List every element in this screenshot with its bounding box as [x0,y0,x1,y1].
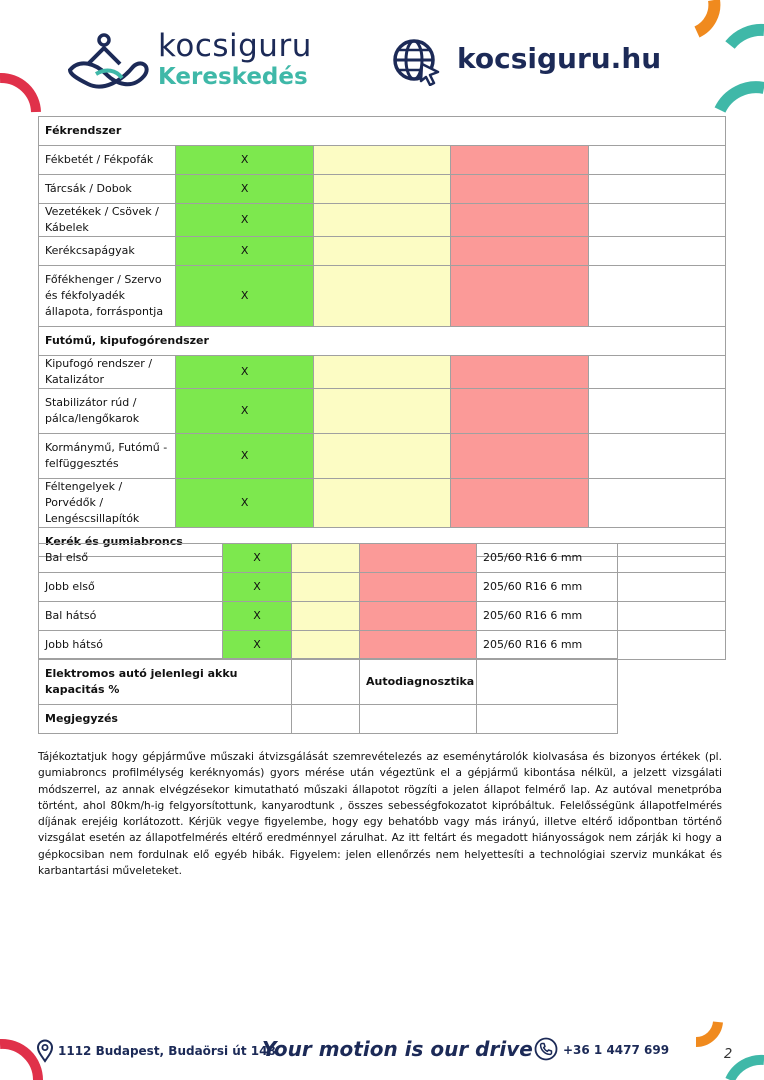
tyre-spec: 205/60 R16 6 mm [477,631,618,660]
battery-capacity-value [292,659,360,705]
row-label: Kormánymű, Futómű - felfüggesztés [39,434,176,479]
ok-mark: X [223,602,292,631]
ok-mark: X [223,631,292,660]
fault-cell [360,573,477,602]
footer-address: 1112 Budapest, Budaörsi út 148. [58,1044,281,1058]
fault-cell [451,146,588,175]
globe-cursor-icon [392,38,442,86]
ok-mark: X [176,479,313,528]
brand-name: kocsiguru [158,28,312,64]
section-row-brakes [39,117,726,146]
fault-cell [451,175,588,204]
row-label: Kerékcsapágyak [39,237,176,266]
warning-cell [313,204,450,237]
inspection-table [38,116,726,557]
note-cell [588,237,725,266]
table-row [39,146,726,175]
table-row [39,705,618,734]
battery-capacity-label: Elektromos autó jelenlegi akku kapacitás % [39,659,292,705]
warning-cell [313,389,450,434]
warning-cell [313,266,450,327]
fault-cell [360,544,477,573]
autodiagnostics-label: Autodiagnosztika [360,659,477,705]
fault-cell [451,356,588,389]
table-row [39,479,726,528]
notes-cell [477,705,618,734]
footer-slogan: Your motion is our drive [262,1037,533,1061]
warning-cell [313,434,450,479]
table-row [39,602,726,631]
row-label: Stabilizátor rúd / pálca/lengőkarok [39,389,176,434]
ok-mark: X [176,356,313,389]
table-row [39,204,726,237]
ok-mark: X [176,266,313,327]
table-row [39,434,726,479]
table-row [39,659,618,705]
table-row [39,631,726,660]
decorative-corner-top-right [680,0,764,115]
summary-table [38,658,618,734]
ok-mark: X [176,389,313,434]
notes-cell [360,705,477,734]
ok-mark: X [223,573,292,602]
fault-cell [451,237,588,266]
note-cell [588,146,725,175]
ok-mark: X [176,175,313,204]
notes-cell [292,705,360,734]
table-row [39,237,726,266]
row-label: Bal első [39,544,223,573]
warning-cell [292,602,360,631]
ok-mark: X [223,544,292,573]
fault-cell [360,631,477,660]
tyre-spec: 205/60 R16 6 mm [477,544,618,573]
section-row-chassis [39,327,726,356]
warning-cell [313,237,450,266]
tyre-table [38,543,726,660]
tyre-spec: 205/60 R16 6 mm [477,573,618,602]
note-cell [588,356,725,389]
fault-cell [451,389,588,434]
phone-icon [534,1037,558,1061]
brand-subtitle: Kereskedés [158,64,308,90]
decorative-corner-top-left [0,70,45,115]
section-title-tyres: Kerék és gumiabroncs [39,528,726,557]
ok-mark: X [176,434,313,479]
section-title-chassis: Futómű, kipufogórendszer [39,327,726,356]
note-cell [588,204,725,237]
table-row [39,389,726,434]
warning-cell [292,544,360,573]
warning-cell [313,356,450,389]
autodiagnostics-value [477,659,618,705]
tyre-spec: 205/60 R16 6 mm [477,602,618,631]
row-label: Jobb hátsó [39,631,223,660]
location-pin-icon [36,1039,54,1063]
note-cell [618,544,726,573]
table-row [39,573,726,602]
fault-cell [451,266,588,327]
note-cell [618,631,726,660]
table-row [39,266,726,327]
table-row [39,175,726,204]
row-label: Kipufogó rendszer / Katalizátor [39,356,176,389]
fault-cell [451,434,588,479]
section-title-brakes: Fékrendszer [39,117,726,146]
table-row [39,356,726,389]
fault-cell [360,602,477,631]
row-label: Vezetékek / Csövek / Kábelek [39,204,176,237]
row-label: Féltengelyek / Porvédők / Lengéscsillapítók [39,479,176,528]
note-cell [588,479,725,528]
fault-cell [451,479,588,528]
notes-label: Megjegyzés [39,705,292,734]
page-number: 2 [724,1047,733,1062]
warning-cell [292,573,360,602]
note-cell [588,434,725,479]
kocsiguru-logo-icon [66,28,156,98]
table-row [39,544,726,573]
note-cell [588,266,725,327]
row-label: Tárcsák / Dobok [39,175,176,204]
disclaimer-text: Tájékoztatjuk hogy gépjárműve műszaki átvizsgálását szemrevételezés az eseménytárolók kiolvasása és bizonyos értékek (pl. gumiabroncs profilmélység keréknyomás) gyors mérése után végeztünk el a gépjármű kibontása nélkül, a jelzett vizsgálati módszerrel, az annak elvégzésekor kimutatható műszaki állapotot rögzíti a jelen állapot felmérő lap. Az autóval menetpróba történt, ahol 80km/h-ig felgyorsítottunk, kanyarodtunk , összes sebességfokozatot kipróbáltuk. Felelősségünk állapotfelmérés díjának erejéig korlátozott. Kérjük vegye figyelembe, hogy egy behatóbb vagy más irányú, illetve eltérő időpontban történő vizsgálat esetén az állapotfelmérés eltérő eredménnyel zárulhat. Az itt feltárt és megadott hiányosságok nem zárják ki hogy a gépkocsiban nem fordulnak elő egyéb hibák. Figyelem: jelen ellenőrzés nem helyettesíti a technológiai szerviz munkákat és karbantartási műveleteket. [38,751,722,878]
footer-phone: +36 1 4477 699 [563,1043,670,1057]
ok-mark: X [176,204,313,237]
row-label: Főfékhenger / Szervo és fékfolyadék állapota, forráspontja [39,266,176,327]
note-cell [588,175,725,204]
warning-cell [313,146,450,175]
note-cell [588,389,725,434]
row-label: Bal hátsó [39,602,223,631]
warning-cell [292,631,360,660]
note-cell [618,602,726,631]
warning-cell [313,175,450,204]
row-label: Jobb első [39,573,223,602]
note-cell [618,573,726,602]
row-label: Fékbetét / Fékpofák [39,146,176,175]
warning-cell [313,479,450,528]
ok-mark: X [176,237,313,266]
website-name: kocsiguru.hu [457,42,662,75]
ok-mark: X [176,146,313,175]
fault-cell [451,204,588,237]
